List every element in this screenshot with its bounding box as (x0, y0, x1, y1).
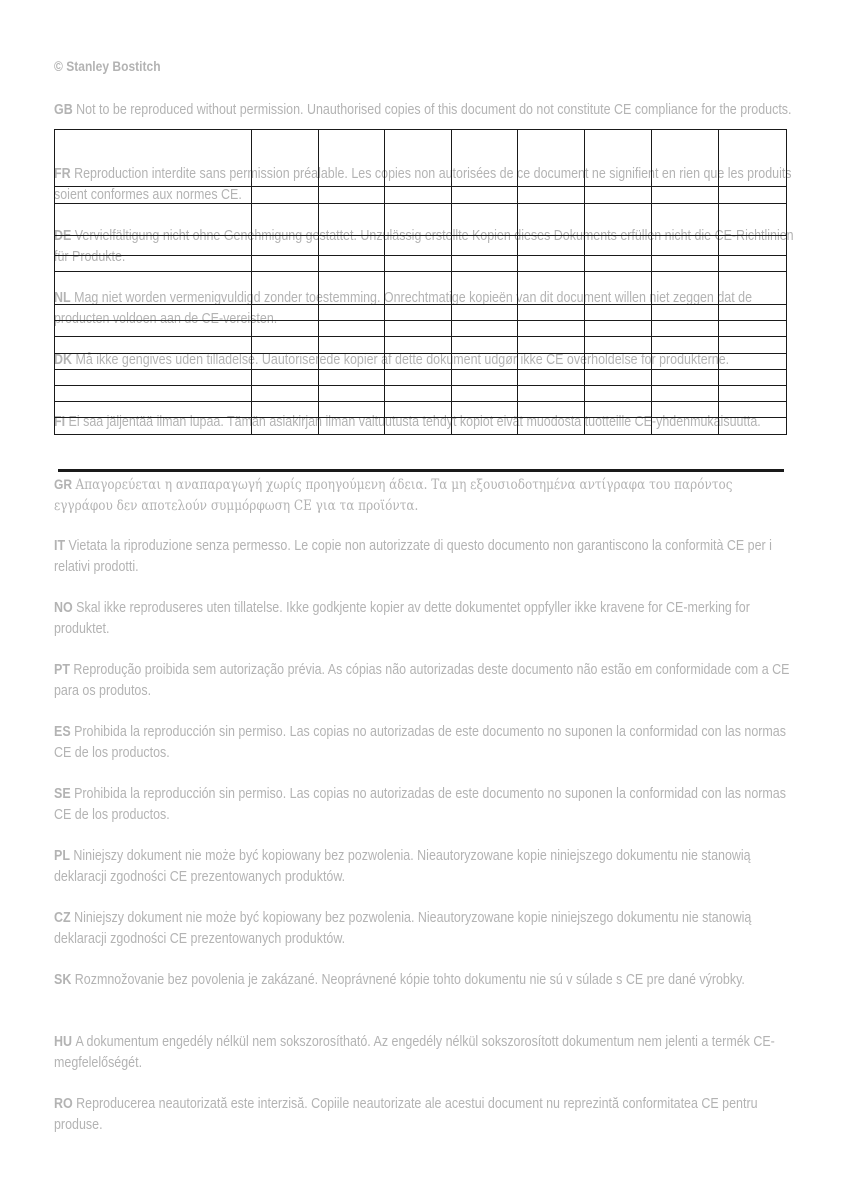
language-code: IT (54, 538, 66, 554)
language-code: PL (54, 848, 70, 864)
grid-cell (452, 305, 518, 321)
grid-cell (518, 337, 585, 354)
grid-row (55, 236, 787, 256)
language-code: FI (54, 414, 66, 430)
empty-grid-table (54, 129, 787, 435)
grid-cell (518, 386, 585, 402)
grid-cell (719, 418, 787, 435)
grid-cell (252, 130, 319, 187)
grid-cell (252, 272, 319, 305)
grid-cell (319, 337, 385, 354)
language-code: FR (54, 166, 71, 182)
notice-text: Skal ikke reproduseres uten tillatelse. Ikke godkjente kopier av dette dokumentet oppfyller ikke kravene for CE-merking for produktet. (54, 600, 750, 637)
grid-cell (585, 204, 652, 236)
notice-text: Niniejszy dokument nie może być kopiowany bez pozwolenia. Nieautoryzowane kopie niniejszego dokumentu nie stanowią deklaracji zgodności CE prezentowanych produktów. (54, 910, 752, 947)
grid-cell (719, 187, 787, 204)
grid-cell (385, 236, 452, 256)
grid-cell (518, 256, 585, 272)
grid-cell (55, 418, 252, 435)
notice-text: A dokumentum engedély nélkül nem sokszorosítható. Az engedély nélkül sokszorosított dokumentum nem jelenti a termék CE-megfelelőségét. (54, 1034, 775, 1071)
grid-cell (719, 256, 787, 272)
grid-cell (452, 370, 518, 386)
notice-es (54, 722, 794, 764)
language-code: DE (54, 228, 72, 244)
language-code: SK (54, 972, 72, 988)
grid-cell (385, 402, 452, 418)
language-code: RO (54, 1096, 73, 1112)
grid-cell (319, 402, 385, 418)
notice-text: Mag niet worden vermenigvuldigd zonder toestemming. Onrechtmatige kopieën van dit document willen niet zeggen dat de producten voldoen aan de CE-vereisten. (54, 290, 753, 327)
grid-cell (385, 187, 452, 204)
grid-cell (652, 321, 719, 337)
grid-row (55, 305, 787, 321)
notice-gr (54, 474, 794, 517)
grid-cell (518, 187, 585, 204)
grid-cell (719, 130, 787, 187)
grid-cell (585, 370, 652, 386)
grid-row (55, 256, 787, 272)
grid-cell (585, 130, 652, 187)
notice-text: Prohibida la reproducción sin permiso. Las copias no autorizadas de este documento no suponen la conformidad con las normas CE de los productos. (54, 724, 786, 761)
grid-cell (252, 386, 319, 402)
grid-cell (719, 386, 787, 402)
grid-cell (585, 418, 652, 435)
language-code: NO (54, 600, 73, 616)
grid-cell (319, 321, 385, 337)
grid-cell (385, 337, 452, 354)
grid-cell (652, 256, 719, 272)
grid-cell (652, 130, 719, 187)
grid-cell (252, 321, 319, 337)
grid-row (55, 130, 787, 187)
grid-cell (319, 305, 385, 321)
grid-cell (652, 236, 719, 256)
grid-cell (518, 130, 585, 187)
grid-cell (452, 321, 518, 337)
notice-pt (54, 660, 794, 702)
grid-cell (319, 354, 385, 370)
grid-cell (385, 305, 452, 321)
grid-cell (518, 418, 585, 435)
grid-cell (55, 236, 252, 256)
grid-row (55, 187, 787, 204)
grid-cell (385, 204, 452, 236)
grid-cell (252, 204, 319, 236)
grid-row (55, 418, 787, 435)
grid-cell (452, 187, 518, 204)
notice-no (54, 598, 794, 640)
grid-row (55, 370, 787, 386)
notice-text: Må ikke gengives uden tilladelse. Uautoriserede kopier af dette dokument udgør ikke CE overholdelse for produkterne. (75, 352, 730, 368)
notice-hu (54, 1032, 794, 1074)
notice-text: Ei saa jäljentää ilman lupaa. Tämän asiakirjan ilman valtuutusta tehdyt kopiot eivät muodosta tuotteille CE-yhdenmukaisuutta. (68, 414, 761, 430)
grid-cell (55, 321, 252, 337)
grid-cell (319, 272, 385, 305)
language-code: DK (54, 352, 73, 368)
grid-cell (452, 256, 518, 272)
grid-cell (652, 386, 719, 402)
horizontal-rule (58, 469, 784, 472)
grid-cell (585, 305, 652, 321)
grid-cell (719, 272, 787, 305)
grid-cell (652, 418, 719, 435)
grid-cell (452, 272, 518, 305)
grid-cell (719, 370, 787, 386)
notice-text: Reprodução proibida sem autorização prévia. As cópias não autorizadas deste documento não estão em conformidade com a CE para os produtos. (54, 662, 790, 699)
grid-cell (518, 354, 585, 370)
grid-cell (452, 418, 518, 435)
grid-cell (319, 256, 385, 272)
notice-sk (54, 970, 794, 991)
grid-cell (518, 321, 585, 337)
grid-cell (55, 256, 252, 272)
grid-cell (719, 236, 787, 256)
grid-cell (518, 204, 585, 236)
grid-cell (55, 305, 252, 321)
grid-cell (585, 402, 652, 418)
notice-text: Vietata la riproduzione senza permesso. Le copie non autorizzate di questo documento non garantiscono la conformità CE per i relativi prodotti. (54, 538, 772, 575)
grid-cell (585, 337, 652, 354)
grid-cell (652, 204, 719, 236)
grid-cell (252, 187, 319, 204)
grid-row (55, 337, 787, 354)
grid-cell (319, 130, 385, 187)
grid-cell (652, 402, 719, 418)
grid-cell (55, 337, 252, 354)
grid-cell (319, 418, 385, 435)
notice-text: Rozmnožovanie bez povolenia je zakázané. Neoprávnené kópie tohto dokumentu nie sú v súlade s CE pre dané výrobky. (74, 972, 745, 988)
notice-cz (54, 908, 794, 950)
grid-cell (252, 354, 319, 370)
grid-cell (719, 321, 787, 337)
grid-cell (585, 272, 652, 305)
grid-cell (652, 305, 719, 321)
grid-cell (719, 204, 787, 236)
grid-cell (452, 354, 518, 370)
grid-cell (518, 402, 585, 418)
notice-gb (54, 100, 794, 121)
grid-cell (585, 187, 652, 204)
grid-cell (518, 305, 585, 321)
grid-cell (385, 256, 452, 272)
grid-cell (55, 204, 252, 236)
copyright-notice: © Stanley Bostitch (54, 58, 161, 74)
grid-row (55, 204, 787, 236)
grid-cell (385, 272, 452, 305)
grid-cell (518, 236, 585, 256)
notice-text: Not to be reproduced without permission. Unauthorised copies of this document do not constitute CE compliance for the products. (76, 102, 792, 118)
language-code: GR (54, 476, 73, 492)
grid-cell (585, 354, 652, 370)
grid-cell (652, 187, 719, 204)
notice-ro (54, 1094, 794, 1136)
grid-row (55, 354, 787, 370)
grid-cell (252, 370, 319, 386)
grid-cell (385, 418, 452, 435)
grid-cell (252, 236, 319, 256)
notice-text: Reproducerea neautorizată este interzisă. Copiile neautorizate ale acestui document nu reprezintă conformitatea CE pentru produse. (54, 1096, 758, 1133)
grid-cell (252, 256, 319, 272)
grid-cell (252, 305, 319, 321)
grid-cell (385, 130, 452, 187)
grid-cell (55, 402, 252, 418)
notice-text: Vervielfältigung nicht ohne Genehmigung gestattet. Unzulässig erstellte Kopien dieses Dokuments erfüllen nicht die CE-Richtlinien für Produkte. (54, 228, 794, 265)
grid-cell (252, 402, 319, 418)
grid-cell (652, 337, 719, 354)
grid-cell (452, 337, 518, 354)
grid-cell (452, 236, 518, 256)
notice-text: Niniejszy dokument nie może być kopiowany bez pozwolenia. Nieautoryzowane kopie niniejszego dokumentu nie stanowią deklaracji zgodności CE prezentowanych produktów. (54, 848, 751, 885)
grid-cell (55, 130, 252, 187)
grid-cell (452, 204, 518, 236)
language-code: ES (54, 724, 71, 740)
grid-cell (385, 370, 452, 386)
grid-cell (55, 354, 252, 370)
grid-cell (652, 272, 719, 305)
notice-text: Prohibida la reproducción sin permiso. Las copias no autorizadas de este documento no suponen la conformidad con las normas CE de los productos. (54, 786, 786, 823)
language-code: GB (54, 102, 73, 118)
grid-cell (385, 321, 452, 337)
notice-it (54, 536, 794, 578)
grid-row (55, 386, 787, 402)
grid-cell (518, 370, 585, 386)
grid-cell (585, 321, 652, 337)
grid-cell (385, 354, 452, 370)
grid-cell (55, 187, 252, 204)
notice-text: Reproduction interdite sans permission préalable. Les copies non autorisées de ce document ne signifient en rien que les produits soient conformes aux normes CE. (54, 166, 792, 203)
grid-cell (452, 402, 518, 418)
grid-cell (55, 386, 252, 402)
grid-cell (585, 236, 652, 256)
grid-cell (452, 130, 518, 187)
grid-cell (319, 370, 385, 386)
grid-cell (719, 305, 787, 321)
grid-row (55, 272, 787, 305)
grid-cell (652, 370, 719, 386)
grid-cell (518, 272, 585, 305)
grid-cell (55, 370, 252, 386)
grid-cell (55, 272, 252, 305)
language-code: HU (54, 1034, 73, 1050)
language-code: SE (54, 786, 71, 802)
notice-se (54, 784, 794, 826)
grid-cell (719, 337, 787, 354)
language-code: CZ (54, 910, 71, 926)
grid-cell (385, 386, 452, 402)
grid-cell (719, 402, 787, 418)
grid-cell (319, 236, 385, 256)
grid-cell (252, 337, 319, 354)
grid-cell (452, 386, 518, 402)
grid-cell (585, 256, 652, 272)
grid-cell (319, 187, 385, 204)
grid-row (55, 321, 787, 337)
grid-cell (719, 354, 787, 370)
grid-cell (252, 418, 319, 435)
language-code: NL (54, 290, 71, 306)
grid-row (55, 402, 787, 418)
grid-cell (319, 386, 385, 402)
grid-cell (585, 386, 652, 402)
grid-cell (319, 204, 385, 236)
language-code: PT (54, 662, 70, 678)
notice-pl (54, 846, 794, 888)
grid-cell (652, 354, 719, 370)
notice-text: Απαγορεύεται η αναπαραγωγή χωρίς προηγούμενη άδεια. Τα μη εξουσιοδοτημένα αντίγραφα του παρόντος εγγράφου δεν αποτελούν συμμόρφωση CE για τα προϊόντα. (54, 477, 733, 514)
